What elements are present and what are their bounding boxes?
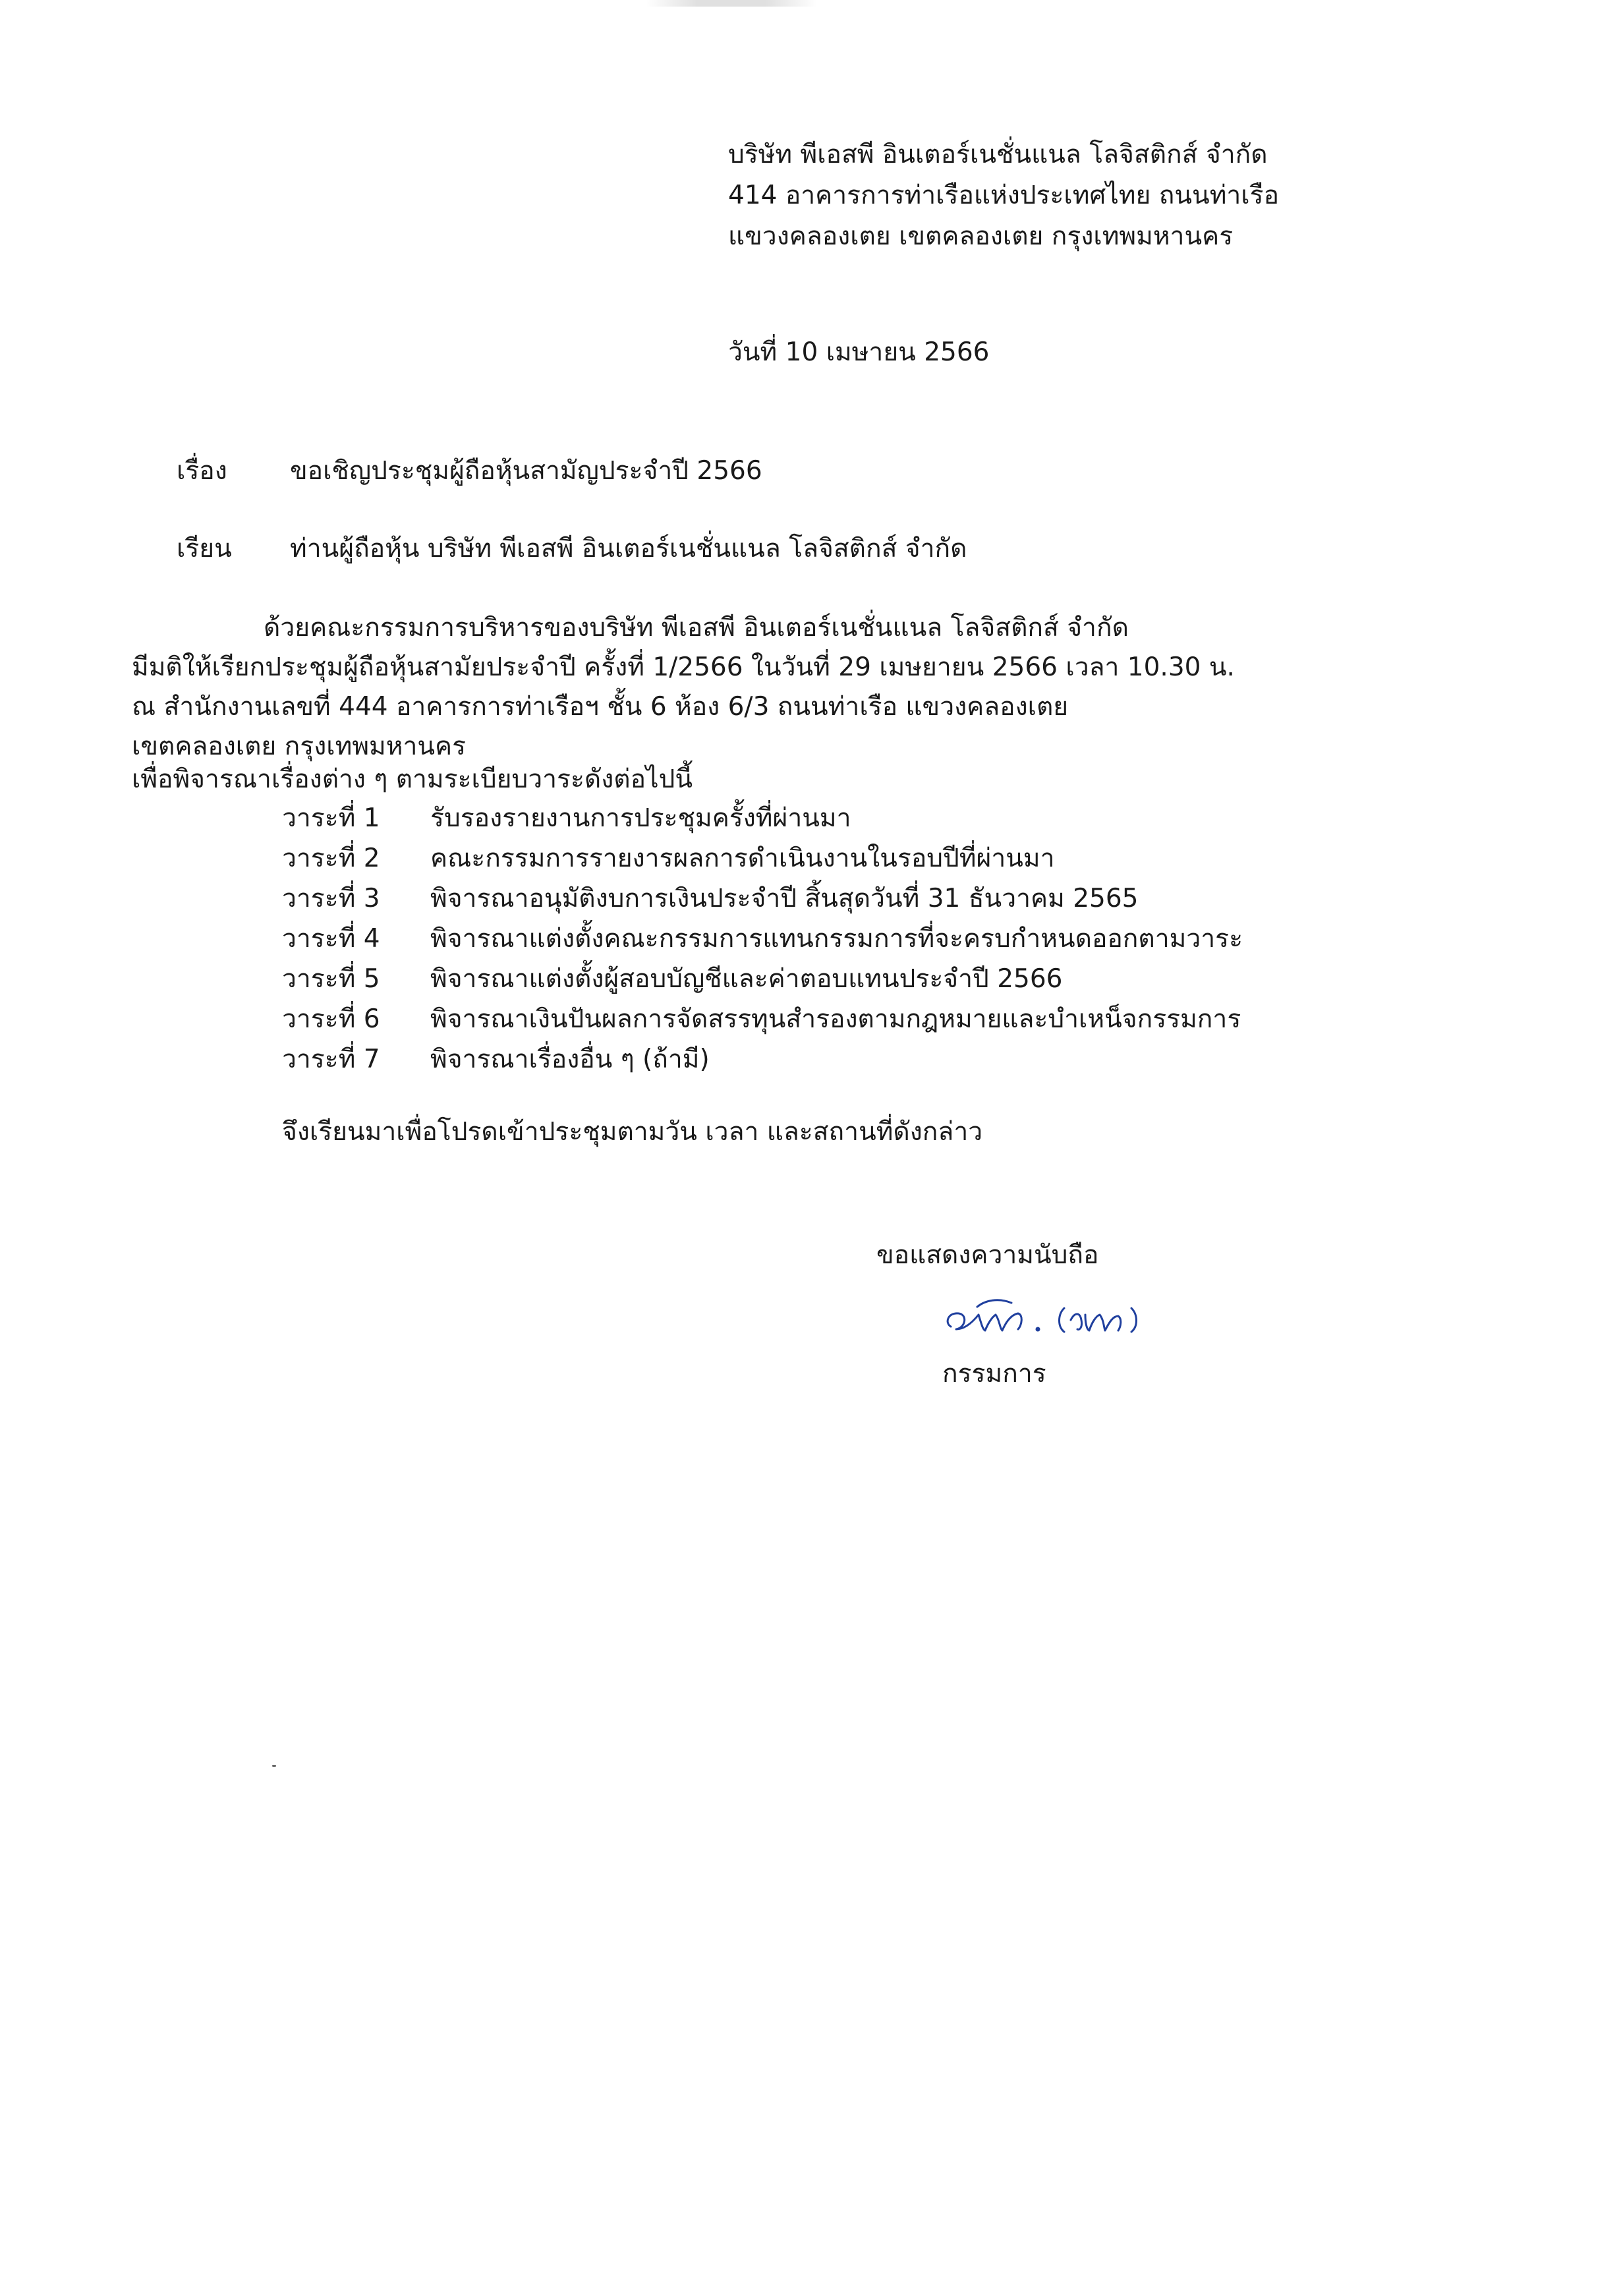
recipient-text: ท่านผู้ถือหุ้น บริษัท พีเอสพี อินเตอร์เนชั่นแนล โลจิสติกส์ จำกัด — [290, 534, 967, 563]
body-paragraph-line: เพื่อพิจารณาเรื่องต่าง ๆ ตามระเบียบวาระดังต่อไปนี้ — [132, 764, 693, 794]
signer-title: กรรมการ — [942, 1359, 1046, 1389]
company-address-line2: แขวงคลองเตย เขตคลองเตย กรุงเทพมหานคร — [728, 221, 1234, 251]
agenda-text: พิจารณาแต่งตั้งผู้สอบบัญชีและค่าตอบแทนประจำปี 2566 — [430, 964, 1063, 994]
subject-label: เรื่อง — [177, 456, 227, 486]
company-name: บริษัท พีเอสพี อินเตอร์เนชั่นแนล โลจิสติกส์ จำกัด — [728, 140, 1268, 169]
company-address-line1: 414 อาคารการท่าเรือแห่งประเทศไทย ถนนท่าเรือ — [728, 181, 1280, 210]
agenda-text: รับรองรายงานการประชุมครั้งที่ผ่านมา — [430, 803, 851, 833]
handwritten-signature — [939, 1288, 1150, 1348]
agenda-item — [282, 805, 1243, 846]
scan-speck — [272, 1765, 276, 1767]
agenda-item — [282, 846, 1243, 886]
body-paragraph-line: เขตคลองเตย กรุงเทพมหานคร — [132, 732, 467, 761]
sign-off: ขอแสดงความนับถือ — [876, 1240, 1099, 1270]
recipient-label: เรียน — [177, 534, 232, 563]
subject-text: ขอเชิญประชุมผู้ถือหุ้นสามัญประจำปี 2566 — [290, 456, 762, 486]
agenda-number: วาระที่ 7 — [282, 1045, 380, 1074]
agenda-text: พิจารณาอนุมัติงบการเงินประจำปี สิ้นสุดวันที่ 31 ธันวาคม 2565 — [430, 884, 1139, 913]
agenda-item — [282, 966, 1243, 1006]
closing-sentence: จึงเรียนมาเพื่อโปรดเข้าประชุมตามวัน เวลา และสถานที่ดังกล่าว — [282, 1117, 983, 1147]
body-paragraph-line: ด้วยคณะกรรมการบริหารของบริษัท พีเอสพี อินเตอร์เนชั่นแนล โลจิสติกส์ จำกัด — [264, 613, 1129, 643]
agenda-number: วาระที่ 4 — [282, 924, 380, 954]
agenda-number: วาระที่ 2 — [282, 844, 380, 873]
agenda-item — [282, 886, 1243, 926]
agenda-item — [282, 1006, 1243, 1047]
agenda-text: พิจารณาเรื่องอื่น ๆ (ถ้ามี) — [430, 1045, 710, 1074]
agenda-number: วาระที่ 6 — [282, 1004, 380, 1034]
body-paragraph-line: ณ สำนักงานเลขที่ 444 อาคารการท่าเรือฯ ชั้น 6 ห้อง 6/3 ถนนท่าเรือ แขวงคลองเตย — [132, 692, 1069, 722]
body-paragraph-line: มีมติให้เรียกประชุมผู้ถือหุ้นสามัยประจำปี ครั้งที่ 1/2566 ในวันที่ 29 เมษยายน 2566 เวลา 10.30 น. — [132, 652, 1235, 682]
agenda-text: พิจารณาแต่งตั้งคณะกรรมการแทนกรรมการที่จะครบกำหนดออกตามวาระ — [430, 924, 1243, 954]
scan-artifact — [646, 0, 817, 7]
letter-date: วันที่ 10 เมษายน 2566 — [728, 337, 990, 367]
agenda-number: วาระที่ 1 — [282, 803, 380, 833]
agenda-number: วาระที่ 5 — [282, 964, 380, 994]
agenda-item — [282, 926, 1243, 966]
agenda-item — [282, 1047, 1243, 1087]
agenda-list — [282, 805, 1243, 1087]
agenda-number: วาระที่ 3 — [282, 884, 380, 913]
agenda-text: พิจารณาเงินปันผลการจัดสรรทุนสำรองตามกฎหมายและบำเหน็จกรรมการ — [430, 1004, 1241, 1034]
agenda-text: คณะกรรมการรายงารผลการดำเนินงานในรอบปีที่ผ่านมา — [430, 844, 1055, 873]
